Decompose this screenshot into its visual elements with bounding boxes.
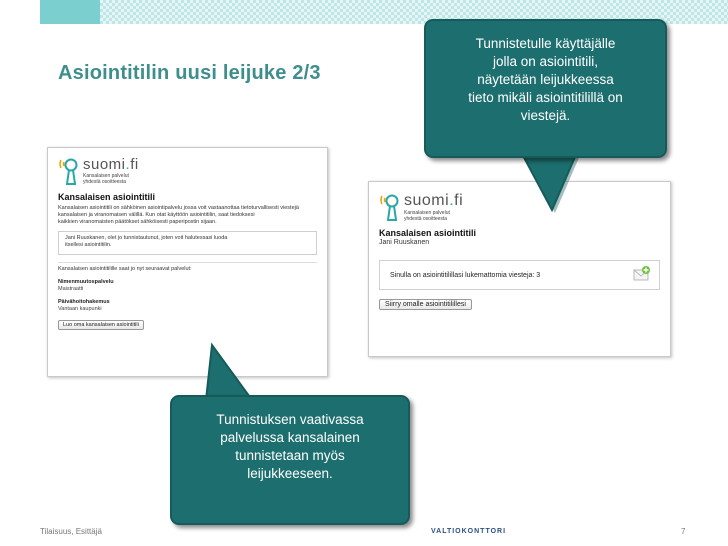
logo-dot: . xyxy=(449,192,455,209)
divider xyxy=(58,262,317,263)
logo-dot: . xyxy=(125,156,131,173)
page-number: 7 xyxy=(681,527,686,536)
widget-heading: Kansalaisen asiointitili xyxy=(379,228,477,238)
widget-intro xyxy=(58,205,317,226)
service-provider: Maistraatti xyxy=(58,286,84,292)
identified-notice xyxy=(58,231,317,255)
footer-presenter: Tilaisuus, Esittäjä xyxy=(40,527,102,536)
new-mail-icon xyxy=(633,265,651,281)
intro-line: kaikkien viranomaisten päätökset sähköisesti paperipostin sijaan. xyxy=(58,219,217,225)
logo-tld: fi xyxy=(130,156,139,173)
callout-line: jolla on asiointitili, xyxy=(492,54,599,69)
top-decor-solid xyxy=(40,0,100,24)
logo-sub-line1: Kansalaisen palvelut xyxy=(404,210,450,216)
logo-name: suomi xyxy=(83,156,126,173)
account-widget-screenshot xyxy=(368,181,671,357)
keyhole-logo-icon xyxy=(58,156,80,186)
service-item[interactable] xyxy=(58,279,317,293)
callout-line: viestejä. xyxy=(520,108,571,123)
suomi-fi-logo xyxy=(58,156,317,186)
callout-top xyxy=(424,19,667,158)
unread-messages-text: Sinulla on asiointitilillasi lukemattomia viesteja: 3 xyxy=(390,271,541,279)
footer-brand: VALTIOKONTTORI xyxy=(431,528,507,535)
service-provider: Vantaan kaupunki xyxy=(58,306,102,312)
unread-messages-box[interactable] xyxy=(379,260,660,290)
logo-sub-line2: yhdestä osoitteesta xyxy=(404,216,448,222)
notice-line: itsellesi asiointitilin. xyxy=(65,242,112,248)
logo-name: suomi xyxy=(404,192,450,209)
callout-line: näytetään leijukkeessa xyxy=(477,72,614,87)
keyhole-logo-icon xyxy=(379,192,401,222)
go-to-account-button[interactable]: Siirry omalle asiointitilillesi xyxy=(379,299,472,310)
callout-line: palvelussa kansalainen xyxy=(220,430,360,445)
service-name[interactable]: Nimenmuutospalvelu xyxy=(58,279,114,285)
logo-sub-line2: yhdestä osoitteesta xyxy=(83,179,127,185)
service-item[interactable] xyxy=(58,299,317,313)
intro-line: Kansalaisen asiointitili on sähköinen asiointipalvelu jossa voit vastaanottaa tietoturvallisesti viestejä xyxy=(58,205,299,211)
callout-bottom xyxy=(170,395,410,525)
callout-line: tunnistetaan myös xyxy=(235,448,345,463)
logo-tld: fi xyxy=(454,192,464,209)
callout-line: leijukkeeseen. xyxy=(247,466,333,481)
callout-line: tieto mikäli asiointitilillä on xyxy=(468,90,623,105)
login-widget-screenshot xyxy=(47,147,328,377)
intro-line: kansalaisen ja viranomaisen välillä. Kun otat käyttöön asiointitilin, saat tiedoksesi xyxy=(58,212,255,218)
callout-line: Tunnistetulle käyttäjälle xyxy=(475,36,616,51)
services-intro: Kansalaisen asiointitilille saat jo nyt seuraavat palvelut: xyxy=(58,266,192,272)
slide-title: Asiointitilin uusi leijuke 2/3 xyxy=(58,62,321,84)
create-account-button[interactable]: Luo oma kansalaisen asiointitili xyxy=(58,320,144,330)
callout-line: Tunnistuksen vaativassa xyxy=(216,412,364,427)
widget-heading: Kansalaisen asiointitili xyxy=(58,192,156,202)
notice-line: Jani Ruuskanen, olet jo tunnistautunut, joten voit halutessasi luoda xyxy=(65,235,228,241)
logo-sub-line1: Kansalaisen palvelut xyxy=(83,173,129,179)
service-name[interactable]: Päivähoitohakemus xyxy=(58,299,110,305)
user-name: Jani Ruuskanen xyxy=(379,239,430,246)
suomi-fi-logo xyxy=(379,192,660,222)
